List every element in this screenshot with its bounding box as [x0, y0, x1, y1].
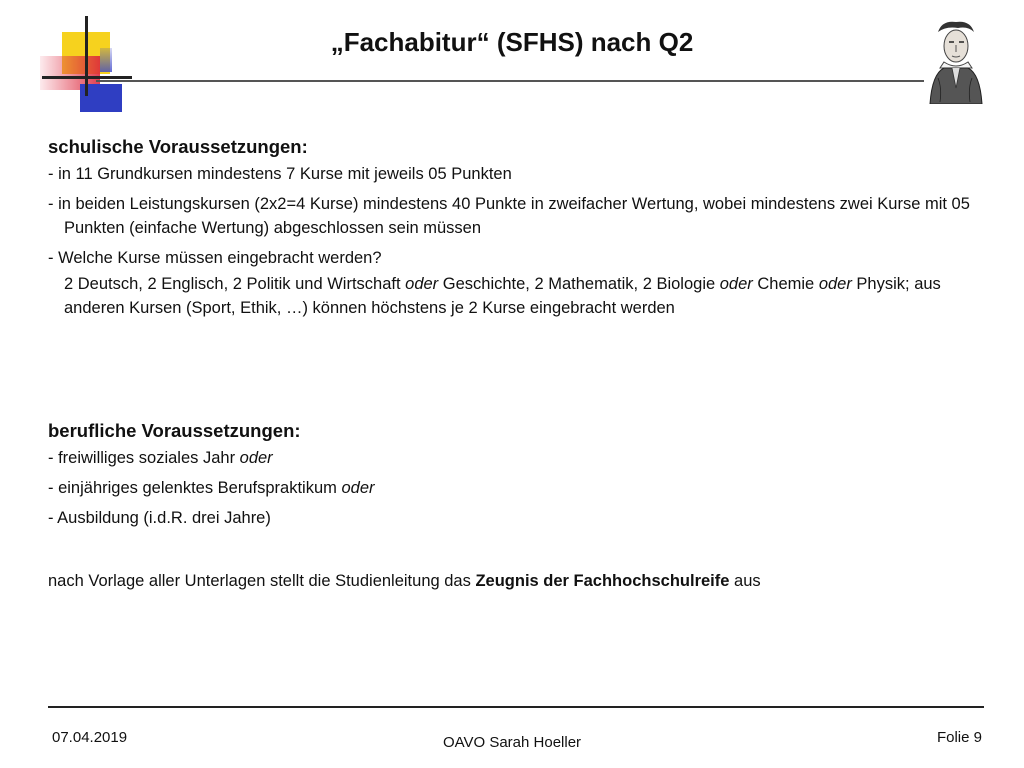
title-divider — [96, 80, 986, 82]
school-requirements-heading: schulische Voraussetzungen: — [48, 136, 308, 157]
logo-horizontal-line — [42, 76, 132, 79]
school-item-course-list: 2 Deutsch, 2 Englisch, 2 Politik und Wirtschaft oder Geschichte, 2 Mathematik, 2 Biologie oder Chemie oder Physik; aus anderen Kursen (Sport, Ethik, …) können höchstens je 2 Kurse eingebracht werden — [64, 275, 941, 317]
footer-page-number: Folie 9 — [936, 729, 982, 746]
slide-title: „Fachabitur“ (SFHS) nach Q2 — [330, 27, 694, 57]
footer-author: OAVO Sarah Hoeller — [442, 734, 582, 751]
school-item-question: - Welche Kurse müssen eingebracht werden? — [48, 249, 382, 267]
work-item-ausbildung: - Ausbildung (i.d.R. drei Jahre) — [48, 509, 271, 527]
work-item-fsj: - freiwilliges soziales Jahr oder — [48, 449, 273, 467]
school-item-leistungskurse: - in beiden Leistungskursen (2x2=4 Kurse) mindestens 40 Punkte in zweifacher Wertung, wobei mindestens zwei Kurse mit 05 Punkten (einfache Wertung) abgeschlossen sein müssen — [48, 195, 970, 237]
footer-date: 07.04.2019 — [52, 729, 128, 746]
work-item-praktikum: - einjähriges gelenktes Berufspraktikum oder — [48, 479, 375, 497]
portrait-image — [924, 18, 986, 104]
footer-divider — [48, 706, 984, 708]
slide-content — [48, 134, 978, 609]
conclusion-text: nach Vorlage aller Unterlagen stellt die Studienleitung das Zeugnis der Fachhochschulreife aus — [48, 571, 761, 590]
school-item-grundkurse: - in 11 Grundkursen mindestens 7 Kurse mit jeweils 05 Punkten — [48, 165, 512, 183]
work-requirements-heading: berufliche Voraussetzungen: — [48, 420, 301, 441]
